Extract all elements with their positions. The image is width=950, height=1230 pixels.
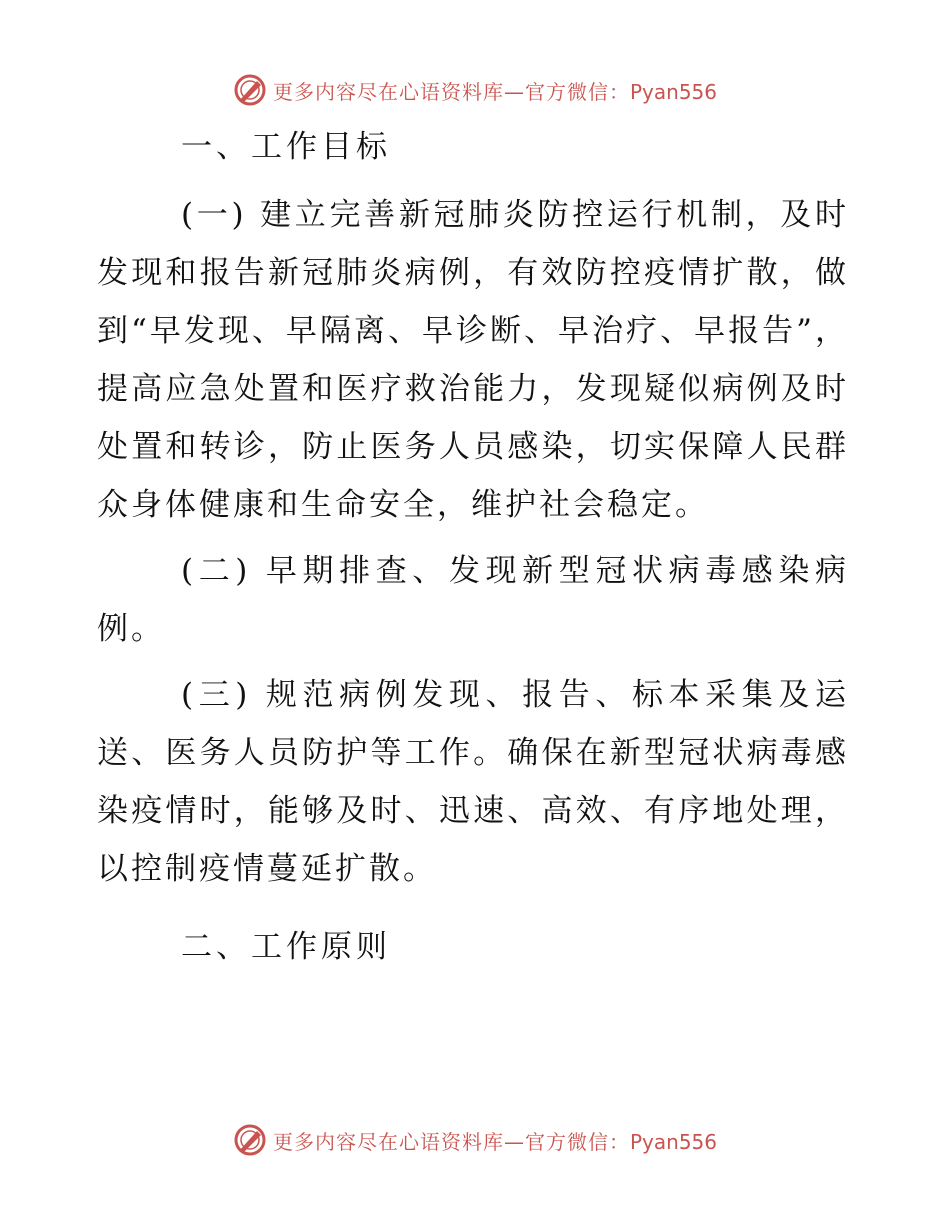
document-body xyxy=(97,118,849,986)
paragraph-item-3: (三) 规范病例发现、报告、标本采集及运送、医务人员防护等工作。确保在新型冠状病毒感染疫情时，能够及时、迅速、高效、有序地处理，以控制疫情蔓延扩散。 xyxy=(97,677,849,887)
pen-logo-icon xyxy=(233,73,267,107)
paragraph-item-2: (二) 早期排查、发现新型冠状病毒感染病例。 xyxy=(97,553,849,647)
footer-watermark xyxy=(0,1120,950,1160)
header-watermark xyxy=(0,70,950,110)
section-heading-principles: 二、工作原则 xyxy=(181,929,391,965)
watermark-text: 更多内容尽在心语资料库—官方微信：Pyan556 xyxy=(272,79,717,104)
pen-logo-icon xyxy=(233,1123,267,1157)
paragraph-item-1: (一) 建立完善新冠肺炎防控运行机制，及时发现和报告新冠肺炎病例，有效防控疫情扩散，做到“早发现、早隔离、早诊断、早治疗、早报告”，提高应急处置和医疗救治能力，发现疑似病例及时处置和转诊，防止医务人员感染，切实保障人民群众身体健康和生命安全，维护社会稳定。 xyxy=(97,197,849,523)
section-heading-goals: 一、工作目标 xyxy=(181,129,391,165)
watermark-text: 更多内容尽在心语资料库—官方微信：Pyan556 xyxy=(272,1129,717,1154)
